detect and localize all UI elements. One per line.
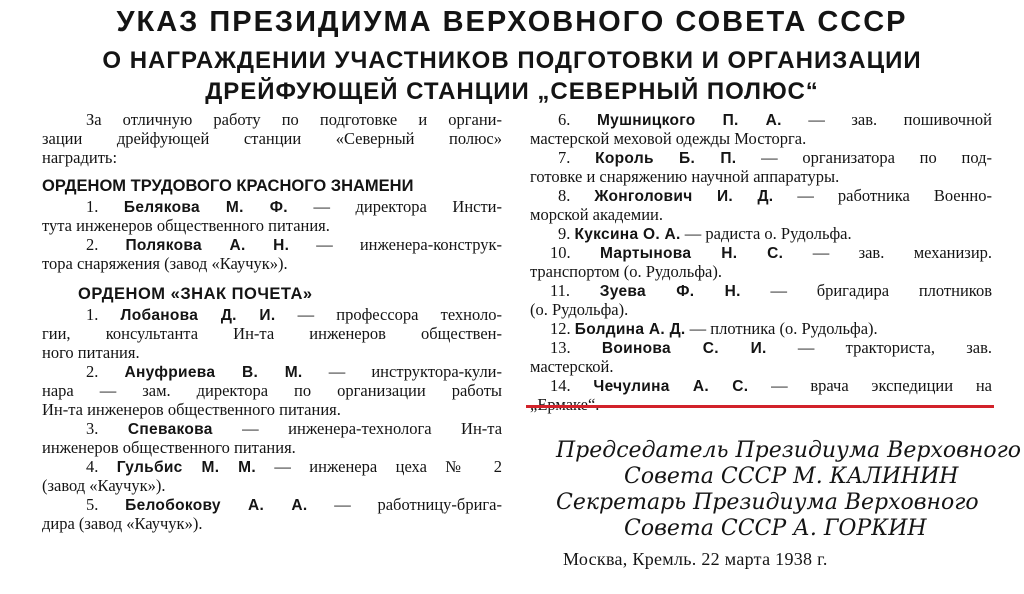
entry-text: — врача экспедиции на (771, 376, 992, 395)
entry-name: Лобанова Д. И. (120, 307, 276, 324)
award-entry (42, 419, 502, 438)
section-heading-red-banner: ОРДЕНОМ ТРУДОВОГО КРАСНОГО ЗНАМЕНИ (42, 177, 414, 195)
entry-number: 4. (86, 457, 99, 476)
award-entry (42, 362, 502, 381)
entry-text: — инженера-конструк- (316, 235, 502, 254)
entry-name: Полякова А. Н. (125, 237, 290, 254)
award-entry (42, 495, 502, 514)
entry-text: — инженера-технолога Ин-та (242, 419, 503, 438)
entry-number: 1. (86, 305, 99, 324)
entry-continuation: тута инженеров общественного питания. (42, 216, 330, 235)
entry-number: 2. (86, 235, 99, 254)
entry-number: 3. (86, 419, 99, 438)
award-entry (530, 338, 992, 357)
entry-text: — работницу-брига- (334, 495, 502, 514)
right-column (530, 110, 992, 414)
entry-number: 12. (550, 319, 571, 338)
entry-continuation: ного питания. (42, 343, 140, 362)
entry-continuation: тора снаряжения (завод «Каучук»). (42, 254, 288, 273)
entry-text: — профессора техноло- (297, 305, 503, 324)
entry-number: 1. (86, 197, 99, 216)
entry-continuation: (о. Рудольфа). (530, 300, 629, 319)
entry-number: 7. (558, 148, 571, 167)
entry-continuation: дира (завод «Каучук»). (42, 514, 203, 533)
entry-text: — инструктора-кули- (328, 362, 502, 381)
left-column (42, 110, 502, 533)
entry-number: 13. (550, 338, 571, 357)
award-entry (42, 457, 502, 476)
entry-number: 10. (550, 243, 571, 262)
entry-text: — директора Инсти- (313, 197, 503, 216)
secretary-title: Секретарь Президиума Верховного (556, 490, 979, 515)
entry-name: Мушницкого П. А. (596, 112, 782, 129)
entry-name: Ануфриева В. М. (124, 364, 303, 381)
entry-continuation: нара — зам. директора по организации работы (42, 381, 502, 400)
entry-text: — инженера цеха № 2 (274, 457, 502, 476)
entry-name: Воинова С. И. (601, 340, 767, 357)
entry-text: — бригадира плотников (770, 281, 993, 300)
entry-name: Жонголович И. Д. (594, 188, 774, 205)
decree-title: УКАЗ ПРЕЗИДИУМА ВЕРХОВНОГО СОВЕТА СССР (116, 6, 908, 38)
entry-text: — тракториста, зав. (797, 338, 992, 357)
entry-name: Король Б. П. (595, 150, 737, 167)
entry-name: Белякова М. Ф. (123, 199, 288, 216)
entry-continuation: гии, консультанта Ин-та инженеров обществен- (42, 324, 502, 343)
place-and-date: Москва, Кремль. 22 марта 1938 г. (563, 549, 828, 569)
award-entry (530, 243, 992, 262)
entry-number: 11. (550, 281, 571, 300)
entry-text: — организатора по под- (761, 148, 993, 167)
award-entry (530, 110, 992, 129)
entry-number: 6. (558, 110, 571, 129)
entry-name: Белобокову А. А. (125, 497, 308, 514)
entry-text: — зав. пошивочной (808, 110, 993, 129)
entry-continuation: мастерской меховой одежды Мосторга. (530, 129, 807, 148)
entry-name: Спевакова (127, 421, 213, 438)
section-heading-badge-of-honor: ОРДЕНОМ «ЗНАК ПОЧЕТА» (78, 285, 313, 303)
decree-subtitle-line2: ДРЕЙФУЮЩЕЙ СТАНЦИИ „СЕВЕРНЫЙ ПОЛЮС“ (205, 78, 819, 105)
entry-name: Зуева Ф. Н. (599, 283, 741, 300)
entry-name: Болдина А. Д. (574, 321, 686, 338)
entry-continuation: транспортом (о. Рудольфа). (530, 262, 722, 281)
entry-number: 5. (86, 495, 99, 514)
secretary-signature-block (556, 490, 996, 542)
chairman-name: Совета СССР М. КАЛИНИН (624, 464, 959, 489)
intro-line: зации дрейфующей станции «Северный полюс» (42, 129, 502, 148)
entry-name: Гульбис М. М. (116, 459, 256, 476)
entry-text: — работника Военно- (797, 186, 993, 205)
award-entry (530, 186, 992, 205)
award-entry-highlighted (530, 376, 992, 395)
entry-continuation: инженеров общественного питания. (42, 438, 296, 457)
entry-name: Мартынова Н. С. (600, 245, 784, 262)
chairman-title: Председатель Президиума Верховного (556, 438, 1021, 463)
entry-text: — плотника (о. Рудольфа). (689, 319, 878, 338)
award-entry (42, 235, 502, 254)
entry-text: — радиста о. Рудольфа. (684, 224, 852, 243)
entry-continuation: мастерской. (530, 357, 614, 376)
award-entry (530, 281, 992, 300)
entry-continuation: морской академии. (530, 205, 664, 224)
entry-name: Куксина О. А. (574, 226, 681, 243)
award-entry (42, 305, 502, 324)
secretary-name: Совета СССР А. ГОРКИН (624, 516, 927, 541)
entry-name: Чечулина А. С. (593, 378, 749, 395)
entry-number: 14. (550, 376, 571, 395)
intro-line: За отличную работу по подготовке и органи- (86, 110, 502, 129)
chairman-signature-block (556, 438, 1021, 490)
entry-continuation: (завод «Каучук»). (42, 476, 166, 495)
award-entry (42, 197, 502, 216)
award-entry (530, 224, 992, 243)
entry-number: 9. (558, 224, 571, 243)
decree-subtitle-line1: О НАГРАЖДЕНИИ УЧАСТНИКОВ ПОДГОТОВКИ И ОРГАНИЗАЦИИ (102, 47, 922, 74)
award-entry (530, 148, 992, 167)
entry-continuation: Ин-та инженеров общественного питания. (42, 400, 341, 419)
intro-line: наградить: (42, 148, 118, 167)
entry-number: 2. (86, 362, 99, 381)
entry-continuation: готовке и снаряжению научной аппаратуры. (530, 167, 840, 186)
red-highlight-underline (526, 405, 994, 408)
entry-text: — зав. механизир. (812, 243, 993, 262)
award-entry (530, 319, 992, 338)
entry-number: 8. (558, 186, 571, 205)
